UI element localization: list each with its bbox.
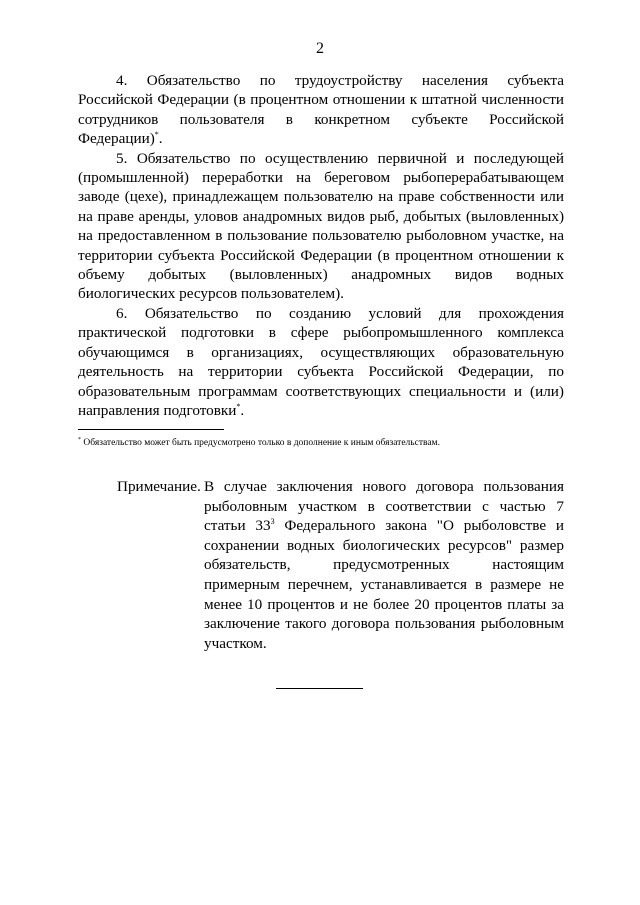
note-text [204,477,564,653]
obligation-paragraph-5 [78,149,564,304]
footnote-reference: * [154,130,159,140]
paragraph-text: 4. Обязательство по трудоустройству населения субъекта Российской Федерации (в процентном отношении к штатной численности сотрудников пользователя в конкретном субъекте Российской Федерации) [78,72,564,148]
obligations-list [78,71,564,420]
footnote-separator [78,429,224,430]
note-label: Примечание. [117,478,201,495]
footnote-reference: * [236,401,241,411]
obligation-paragraph-6 [78,304,564,420]
footnote [78,437,564,449]
footnote-text: Обязательство может быть предусмотрено только в дополнение к иным обязательствам. [81,438,440,448]
end-of-document-rule [276,688,363,689]
article-superscript: 3 [270,517,275,527]
paragraph-end: . [158,130,163,148]
paragraph-end: . [240,401,245,419]
obligation-paragraph-4 [78,71,564,149]
paragraph-text: 5. Обязательство по осуществлению первичной и последующей (промышленной) переработки на береговом рыбоперерабатывающем заводе (цехе), принадлежащем пользователю на праве собственности или на праве аренды, уловов анадромных видов рыб, добытых (выловленных) на предоставленном в пользование пользователю рыболовном участке, на территории субъекта Российской Федерации (в процентном отношении к объему добытых (выловленных) анадромных видов водных биологических ресурсов пользователем). [78,149,564,303]
page-number: 2 [316,40,324,57]
footnote-mark: * [78,437,81,443]
note-text-after: Федерального закона "О рыболовстве и сохранении водных биологических ресурсов" размер обязательств, предусмотренных настоящим примерным перечнем, устанавливается в размере не менее 10 процентов и не более 20 процентов платы за заключение такого договора пользования рыболовным участком. [204,517,564,652]
note-text-before: В случае заключения нового договора пользования рыболовным участком в соответствии с частью 7 статьи 33 [204,478,564,535]
paragraph-text: 6. Обязательство по созданию условий для прохождения практической подготовки в сфере рыбопромышленного комплекса обучающимся в организациях, осуществляющих образовательную деятельность на территории субъекта Российской Федерации, по образовательным программам соответствующих специальности и (или) направления подготовки [78,304,564,419]
